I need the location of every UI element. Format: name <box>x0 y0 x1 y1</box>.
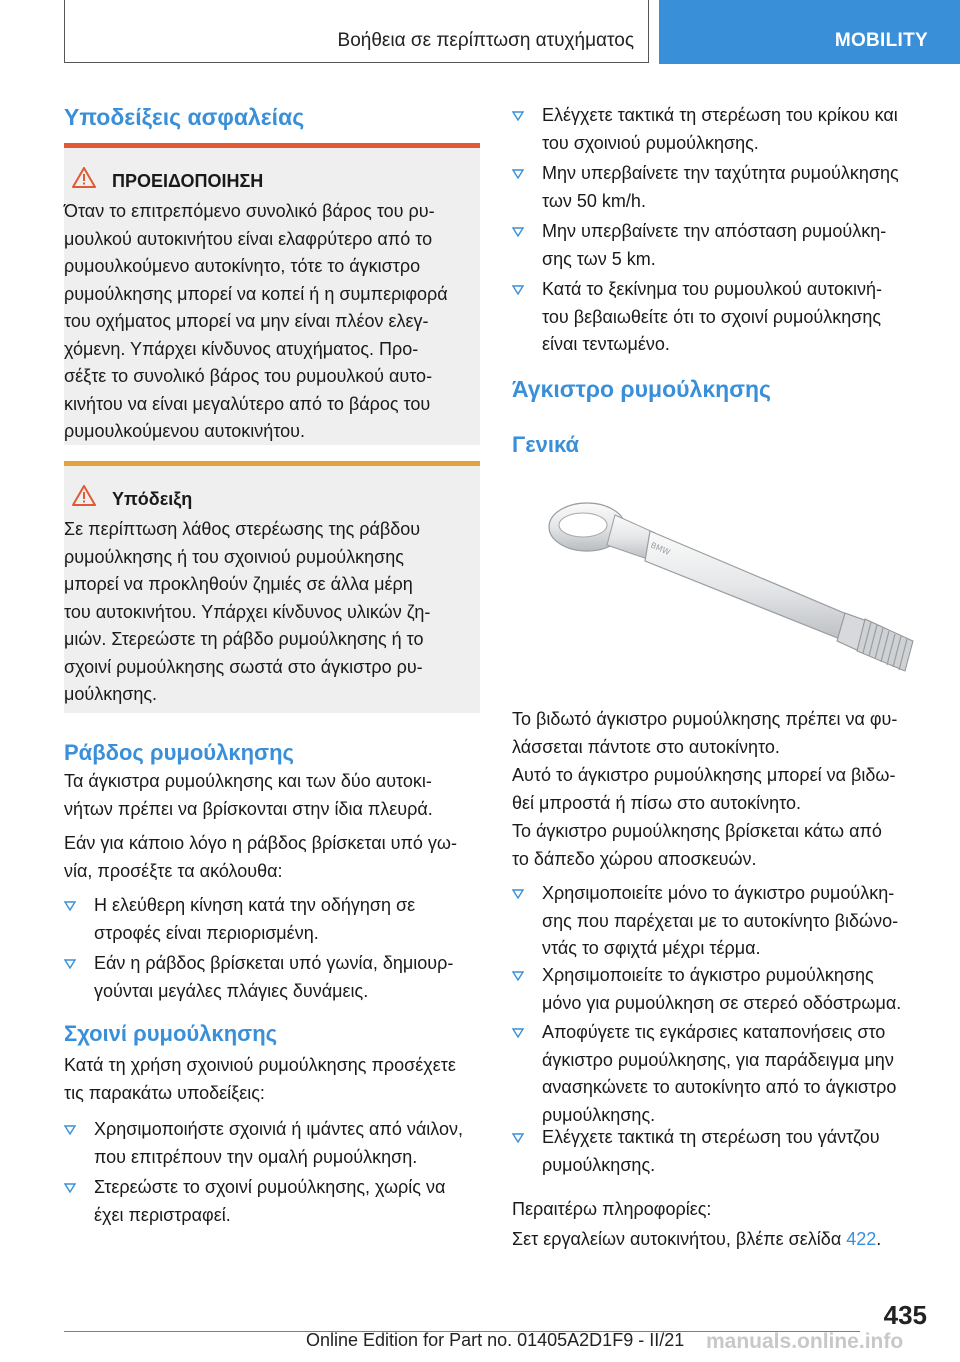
bullet-triangle-icon <box>64 901 76 911</box>
svg-text:BMW: BMW <box>649 540 672 558</box>
hook-paragraph-1: Το βιδωτό άγκιστρο ρυμούλκησης πρέπει να φυ- λάσσεται πάντοτε στο αυτοκίνητο. <box>512 709 898 757</box>
list-item: Ελέγχετε τακτικά τη στερέωση του γάντζου ρυμούλκησης. <box>512 1124 932 1180</box>
note-title: Υπόδειξη <box>112 489 193 509</box>
list-item: Αποφύγετε τις εγκάρσιες καταπονήσεις στο άγκιστρο ρυμούλκησης, για παράδειγμα μην ανασηκώνετε το αυτοκίνητο από το άγκιστρο ρυμούλκησης. <box>512 1019 932 1131</box>
list-item: Χρησιμοποιήστε σχοινιά ή ιμάντες από νάιλον, που επιτρέπουν την ομαλή ρυμούλκηση. <box>64 1116 484 1172</box>
list-item: Ελέγχετε τακτικά τη στερέωση του κρίκου και του σχοινιού ρυμούλκησης. <box>512 102 932 158</box>
safety-heading: Υποδείξεις ασφαλείας <box>64 104 305 130</box>
list-item: Κατά το ξεκίνημα του ρυμουλκού αυτοκινή- του βεβαιωθείτε ότι το σχοινί ρυμούλκησης είναι τεντωμένο. <box>512 276 932 360</box>
warning-box <box>64 143 480 445</box>
rod-paragraph-2: Εάν για κάποιο λόγο η ράβδος βρίσκεται υπό γω- νία, προσέξτε τα ακόλουθα: <box>64 833 457 881</box>
reference-line: Σετ εργαλείων αυτοκινήτου, βλέπε σελίδα 422. <box>512 1229 882 1249</box>
page-number: 435 <box>883 1300 927 1330</box>
bullet-triangle-icon <box>512 169 524 179</box>
bullet-triangle-icon <box>64 1125 76 1135</box>
list-item: Στερεώστε το σχοινί ρυμούλκησης, χωρίς να έχει περιστραφεί. <box>64 1174 484 1230</box>
bullet-triangle-icon <box>512 111 524 121</box>
note-box <box>64 461 480 713</box>
watermark: manuals.online.info <box>706 1330 904 1353</box>
bullet-triangle-icon <box>64 959 76 969</box>
warning-text: Όταν το επιτρεπόμενο συνολικό βάρος του ρυ- μουλκού αυτοκινήτου είναι ελαφρύτερο από το ρυμουλκούμενο αυτοκίνητο, τότε το άγκιστρο ρυμούλκησης μπορεί να κοπεί ή η συμπεριφορά του οχήματος μπορεί να μην είναι πλέον ελεγ- χόμενη. Υπάρχει κίνδυνος ατυχήματος. Προ- σέξτε το συνολικό βάρος του ρυμουλκού αυτο- κινήτου να είναι μεγαλύτερο από το βάρος του ρυμουλκούμενου αυτοκινήτου. <box>64 201 448 441</box>
hook-heading: Άγκιστρο ρυμούλκησης <box>512 376 771 402</box>
general-heading: Γενικά <box>512 432 580 457</box>
rod-heading: Ράβδος ρυμούλκησης <box>64 740 294 765</box>
warning-title: ΠΡΟΕΙΔΟΠΟΙΗΣΗ <box>112 171 264 191</box>
warning-icon <box>72 167 96 188</box>
rope-heading: Σχοινί ρυμούλκησης <box>64 1021 278 1046</box>
rod-paragraph-1: Τα άγκιστρα ρυμούλκησης και των δύο αυτοκι- νήτων πρέπει να βρίσκονται στην ίδια πλευρά. <box>64 771 433 819</box>
bullet-triangle-icon <box>512 889 524 899</box>
list-item: Εάν η ράβδος βρίσκεται υπό γωνία, δημιουρ- γούνται μεγάλες πλάγιες δυνάμεις. <box>64 950 484 1006</box>
page-reference-link[interactable]: 422 <box>846 1229 877 1249</box>
bullet-triangle-icon <box>512 1028 524 1038</box>
note-text: Σε περίπτωση λάθος στερέωσης της ράβδου ρυμούλκησης ή του σχοινιού ρυμούλκησης μπορεί να προκληθούν ζημιές σε άλλα μέρη του αυτοκινήτου. Υπάρχει κίνδυνος υλικών ζη- μιών. Στερεώστε τη ράβδο ρυμούλκησης ή το σχοινί ρυμούλκησης σωστά στο άγκιστρο ρυ- μούλκησης. <box>64 519 431 704</box>
edition-label: Online Edition for Part no. 01405A2D1F9 - II/21 <box>306 1330 685 1350</box>
list-item: Μην υπερβαίνετε την απόσταση ρυμούλκη- σης των 5 km. <box>512 218 932 274</box>
note-bar <box>64 461 480 466</box>
bullet-triangle-icon <box>512 285 524 295</box>
list-item: Η ελεύθερη κίνηση κατά την οδήγηση σε στροφές είναι περιορισμένη. <box>64 892 484 948</box>
bullet-triangle-icon <box>512 1133 524 1143</box>
bullet-triangle-icon <box>64 1183 76 1193</box>
list-item: Χρησιμοποιείτε το άγκιστρο ρυμούλκησης μόνο για ρυμούλκηση σε στερεό οδόστρωμα. <box>512 962 932 1018</box>
caution-icon <box>72 485 96 506</box>
hook-paragraph-2: Αυτό το άγκιστρο ρυμούλκησης μπορεί να βιδω- θεί μπροστά ή πίσω στο αυτοκίνητο. <box>512 765 896 813</box>
tow-hook-image <box>545 495 925 690</box>
list-item: Μην υπερβαίνετε την ταχύτητα ρυμούλκησης των 50 km/h. <box>512 160 932 216</box>
chapter-tab-label: MOBILITY <box>834 30 928 51</box>
bullet-triangle-icon <box>512 227 524 237</box>
header-section <box>64 0 649 63</box>
warning-bar <box>64 143 480 148</box>
bullet-triangle-icon <box>512 971 524 981</box>
more-info-label: Περαιτέρω πληροφορίες: <box>512 1199 712 1219</box>
hook-paragraph-3: Το άγκιστρο ρυμούλκησης βρίσκεται κάτω από το δάπεδο χώρου αποσκευών. <box>512 821 882 869</box>
list-item: Χρησιμοποιείτε μόνο το άγκιστρο ρυμούλκη- σης που παρέχεται με το αυτοκίνητο βιδώνο- ντάς το σφιχτά μέχρι τέρμα. <box>512 880 932 964</box>
chapter-tab[interactable] <box>659 0 960 64</box>
section-title: Βοήθεια σε περίπτωση ατυχήματος <box>337 30 634 51</box>
rope-paragraph: Κατά τη χρήση σχοινιού ρυμούλκησης προσέχετε τις παρακάτω υποδείξεις: <box>64 1055 456 1103</box>
